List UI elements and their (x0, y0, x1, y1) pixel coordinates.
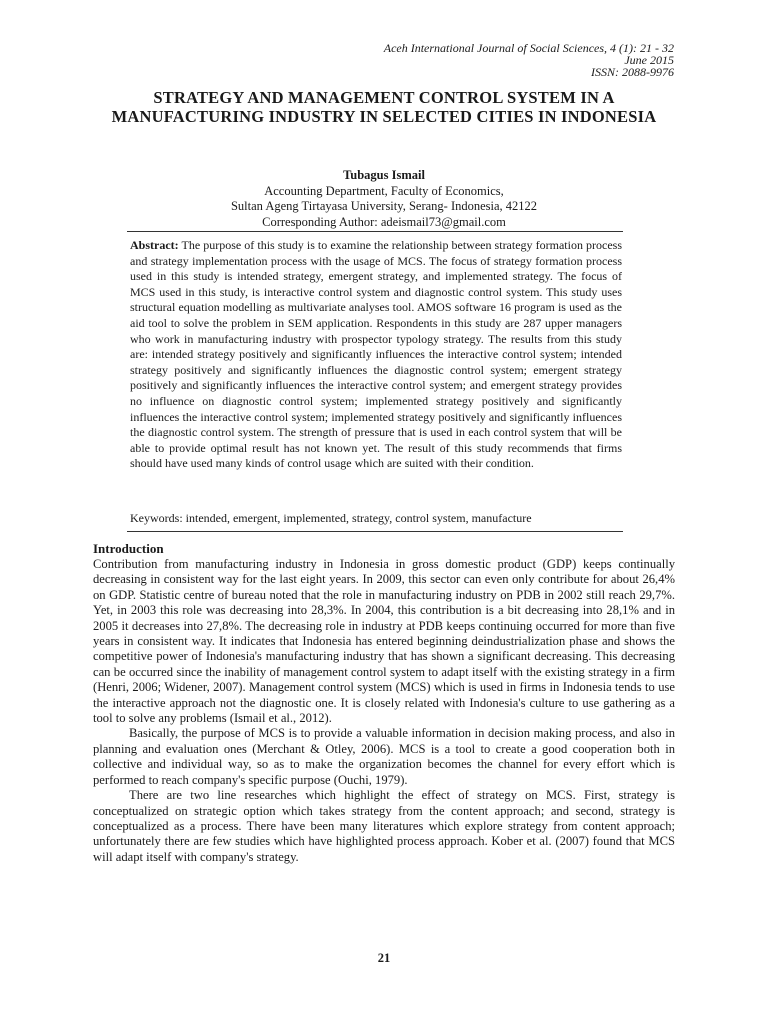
intro-paragraph-1: Contribution from manufacturing industry in Indonesia in gross domestic product (GDP) keeps continually decreasing in consistent way for the last eight years. In 2009, this sector can even only contribute for about 26,4% on GDP. Statistic centre of bureau noted that the role in manufacturing industry on PDB in 2002 still reach 29,7%. Yet, in 2003 this role was decreasing into 28,3%. In 2004, this contribution is a bit decreasing into 28,1% and in 2005 it decreases into 27,8%. The decreasing role in industry at PDB keeps continuing occurred for more than five years in consistent way. It indicates that Indonesia has entered beginning deindustrialization phase and shows the competitive power of Indonesia's manufacturing industry that has shown a significant decreasing. This decreasing can be occurred since the inability of management control system to adapt itself with the existing strategy in a firm (Henri, 2006; Widener, 2007). Management control system (MCS) which is used in firms in Indonesia tends to use the interactive approach not the diagnostic one. It is closely related with Indonesia's culture to use gathering as a tool to solve any problems (Ismail et al., 2012). (93, 557, 675, 726)
journal-issn: ISSN: 2088-9976 (591, 65, 674, 79)
keywords: Keywords: intended, emergent, implemented, strategy, control system, manufacture (130, 511, 532, 525)
author-department: Accounting Department, Faculty of Economics, (264, 183, 504, 198)
abstract-top-divider (127, 231, 623, 232)
author-name: Tubagus Ismail (343, 168, 425, 182)
journal-date: June 2015 (624, 53, 674, 67)
abstract-label: Abstract: (130, 238, 179, 252)
page-number: 21 (377, 951, 391, 965)
corresponding-author: Corresponding Author: adeismail73@gmail.com (262, 214, 506, 229)
abstract-bottom-divider (127, 531, 623, 532)
abstract-text: The purpose of this study is to examine the relationship between strategy formation process and strategy implementation process with the usage of MCS. The focus of strategy formation process used in this study is intended strategy, emergent strategy, and implemented strategy. The focus of MCS used in this study, is interactive control system and diagnostic control system. This study uses structural equation modelling as multivariate analyses tool. AMOS software 16 program is used as the aid tool to solve the problem in SEM application. Respondents in this study are 287 upper managers who work in manufacturing industry with prospector typology strategy. The results from this study are: intended strategy positively and significantly influences the interactive control system; intended strategy positively and significantly influences the diagnostic control system; emergent strategy positively and significantly influences the interactive control system; and emergent strategy provides no influence on diagnostic control system; implemented strategy positively and significantly influences the interactive control system; implemented strategy positively and significantly influences the diagnostic control system. The strength of pressure that is used in each control system that will be able to provide optimal result has not known yet. The result of this study recommends that firms should have used many kinds of control usage which are suited with their condition. (130, 238, 622, 471)
introduction-section (93, 541, 675, 865)
paper-title: STRATEGY AND MANAGEMENT CONTROL SYSTEM IN A MANUFACTURING INDUSTRY IN SELECTED CITIES IN INDONESIA (111, 88, 657, 126)
journal-header (384, 42, 674, 78)
abstract (130, 238, 622, 472)
author-university: Sultan Ageng Tirtayasa University, Serang- Indonesia, 42122 (230, 199, 538, 213)
section-heading-introduction: Introduction (93, 541, 164, 556)
intro-paragraph-3: There are two line researches which highlight the effect of strategy on MCS. First, strategy is conceptualized on strategic option which takes strategy from the content approach; and second, strategy is conceptualized as a process. There have been many literatures which explore strategy from content approach; unfortunately there are few studies which have highlighted process approach. Kober et al. (2007) found that MCS will adapt itself with company's strategy. (93, 788, 675, 864)
journal-citation: Aceh International Journal of Social Sciences, 4 (1): 21 - 32 (383, 41, 674, 55)
author-block (110, 168, 658, 230)
intro-paragraph-2: Basically, the purpose of MCS is to provide a valuable information in decision making process, and also in planning and evaluation ones (Merchant & Otley, 2006). MCS is a tool to create a good cooperation both in collective and individual way, so as to make the organization becomes the channel for every effort which is performed to reach company's specific purpose (Ouchi, 1979). (93, 726, 675, 787)
